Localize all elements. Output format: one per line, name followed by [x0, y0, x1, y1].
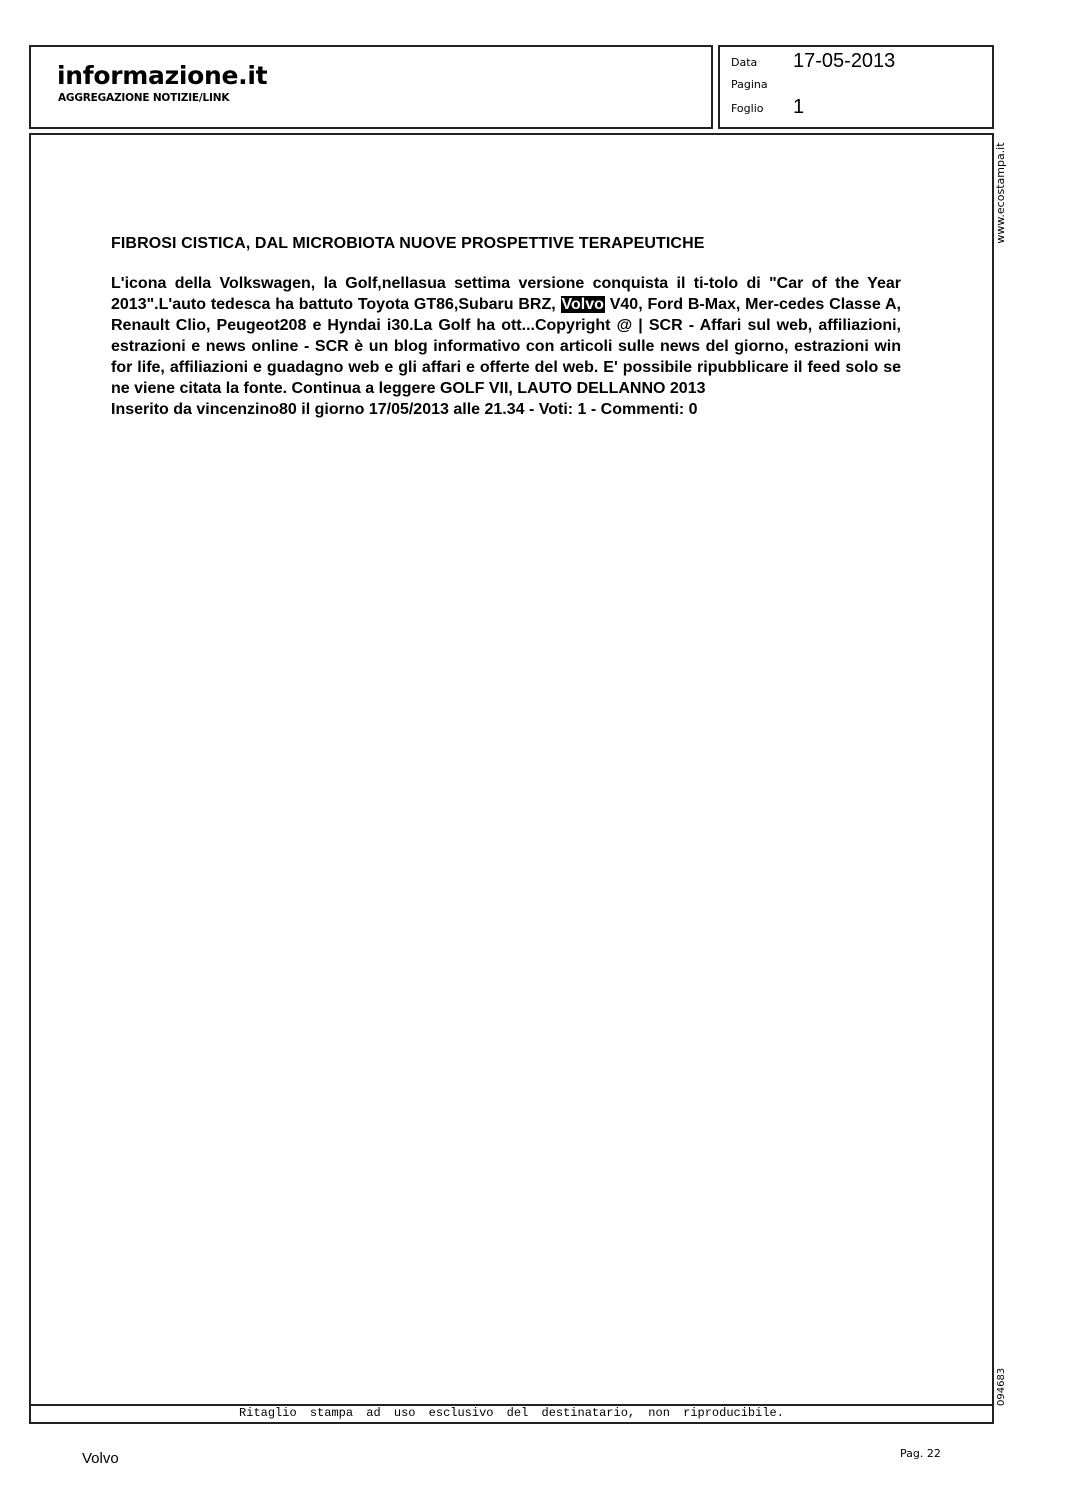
- foglio-label: Foglio: [731, 102, 764, 115]
- article-headline: FIBROSI CISTICA, DAL MICROBIOTA NUOVE PROSPETTIVE TERAPEUTICHE: [111, 235, 705, 252]
- article-body-after: V40, Ford B-Max, Mer-cedes Classe A, Renault Clio, Peugeot208 e Hyndai i30.La Golf ha ott...Copyright @ | SCR - Affari sul web, affiliazioni, estrazioni e news online - SCR è un blog informativo con articoli sulle news del giorno, estrazioni win for life, affiliazioni e guadagno web e gli affari e offerte del web. E' possibile ripubblicare il feed solo se ne viene citata la fonte. Continua a leggere GOLF VII, LAUTO DELLANNO 2013: [111, 296, 902, 397]
- foglio-value: 1: [793, 96, 805, 118]
- page-number: Pag. 22: [900, 1447, 941, 1460]
- article-body: [111, 273, 901, 399]
- data-label: Data: [731, 56, 758, 69]
- footer-keyword: Volvo: [82, 1450, 119, 1467]
- article-byline: Inserito da vincenzino80 il giorno 17/05/2013 alle 21.34 - Voti: 1 - Commenti: 0: [111, 401, 698, 418]
- side-code: 094683: [996, 1367, 1007, 1406]
- masthead-box: [29, 45, 713, 129]
- pagina-label: Pagina: [731, 78, 768, 91]
- disclaimer-line: Ritaglio stampa ad uso esclusivo del destinatario, non riproducibile.: [31, 1404, 992, 1422]
- data-value: 17-05-2013: [793, 50, 896, 72]
- article-body-before: L'icona della Volkswagen, la Golf,nellasua settima versione conquista il ti-tolo di "Car of the Year 2013".L'auto tedesca ha battuto Toyota GT86,Subaru BRZ,: [111, 275, 901, 313]
- side-url: www.ecostampa.it: [994, 142, 1007, 244]
- article: [111, 235, 901, 420]
- article-box: [29, 133, 994, 1424]
- publication-name: informazione.it: [57, 61, 268, 90]
- publication-subtitle: AGGREGAZIONE NOTIZIE/LINK: [58, 92, 230, 104]
- highlighted-keyword: Volvo: [561, 296, 604, 313]
- meta-box: [718, 45, 994, 129]
